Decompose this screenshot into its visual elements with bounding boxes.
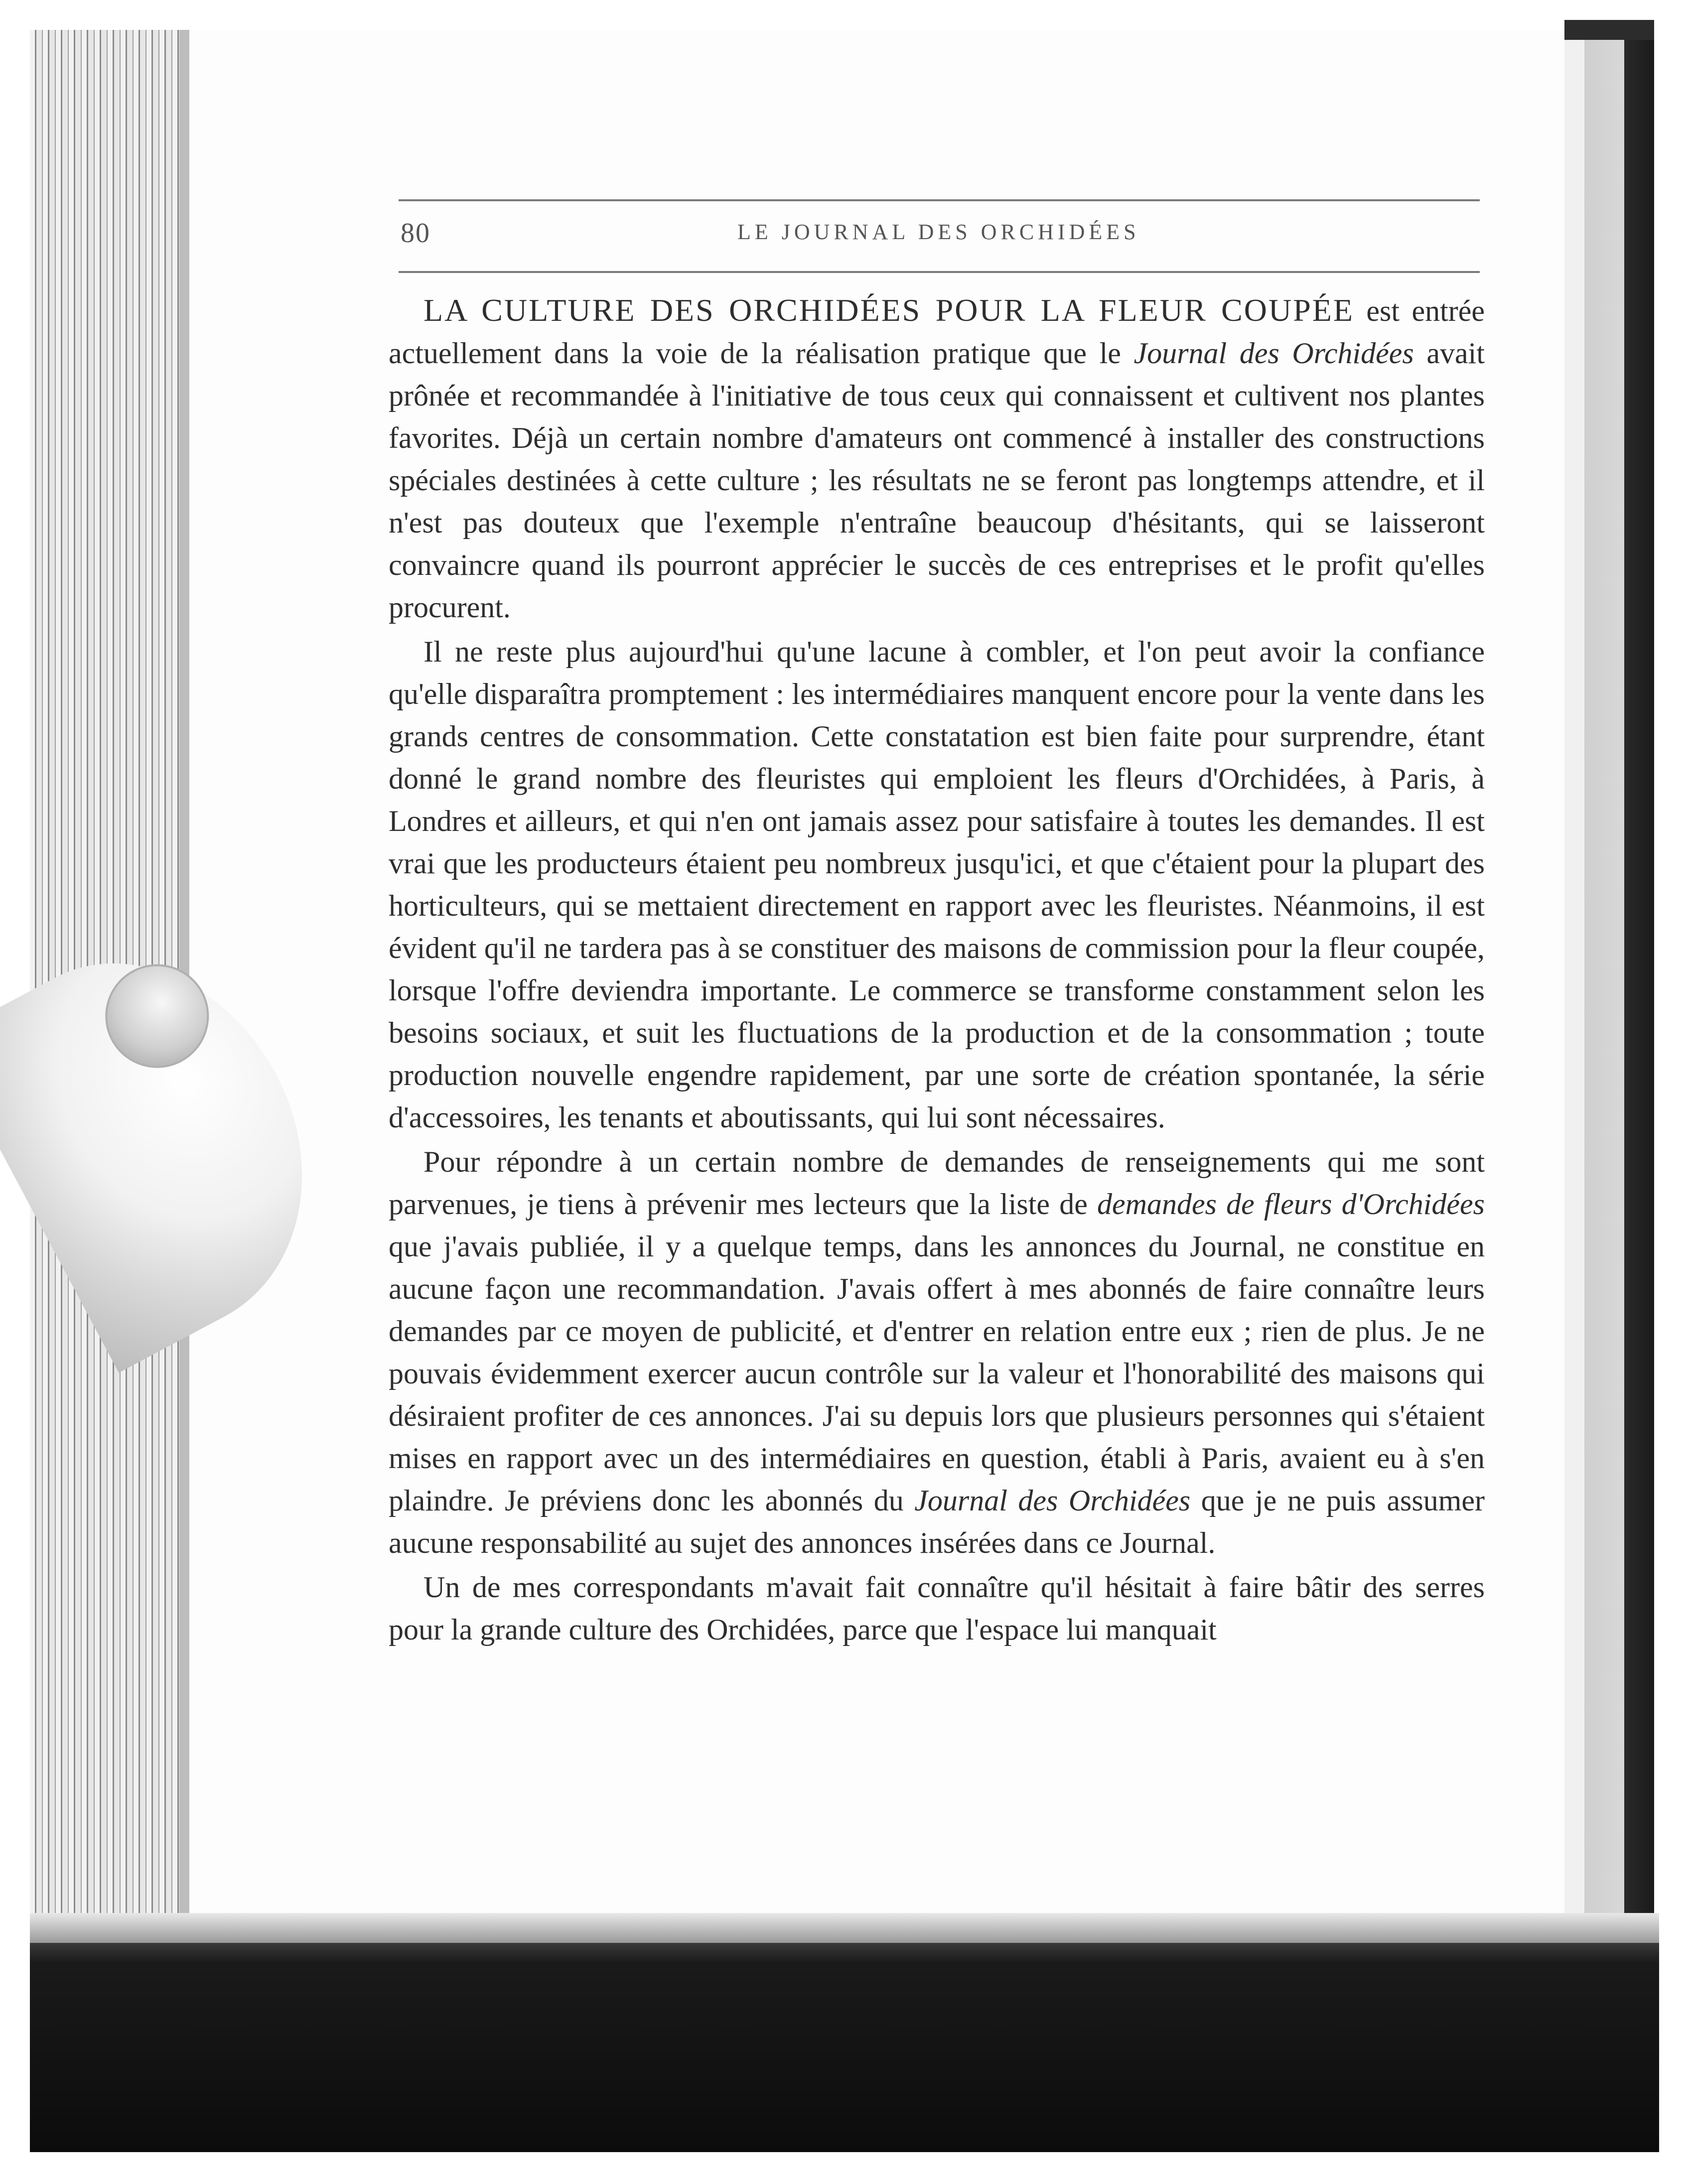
paragraph-text: Pour répondre à un certain nombre de demandes de renseignements qui me sont parvenues, je tiens à prévenir mes lecteurs que la liste de [389,1145,1485,1221]
book-right-edge [1564,30,1654,1943]
page-number: 80 [401,218,430,249]
journal-reference: Journal des Orchidées [1133,337,1414,370]
scan-bottom-border [30,1933,1659,2152]
article-body [389,289,1485,1651]
paragraph-2: Il ne reste plus aujourd'hui qu'une lacune à combler, et l'on peut avoir la confiance qu'elle disparaîtra promptement : les intermédiaires manquent encore pour la vente dans les grands centres de consommation. Cette constatation est bien faite pour surprendre, étant donné le grand nombre des fleuristes qui emploient les fleurs d'Orchidées, à Paris, à Londres et ailleurs, et qui n'en ont jamais assez pour satisfaire à toutes les demandes. Il est vrai que les producteurs étaient peu nombreux jusqu'ici, et que c'étaient pour la plupart des horticulteurs, qui se mettaient directement en rapport avec les fleuristes. Néanmoins, il est évident qu'il ne tardera pas à se constituer des maisons de commission pour la fleur coupée, lorsque l'offre deviendra importante. Le commerce se transforme constamment selon les besoins sociaux, et suit les fluctuations de la production et de la consommation ; toute production nouvelle engendre rapidement, par une sorte de création spontanée, la série d'accessoires, les tenants et aboutissants, qui lui sont nécessaires. [389,635,1485,1134]
paragraph-3 [389,1141,1485,1564]
paragraph-4: Un de mes correspondants m'avait fait connaître qu'il hésitait à faire bâtir des serres pour la grande culture des Orchidées, parce que l'espace lui manquait [389,1571,1485,1646]
paragraph-lead: LA CULTURE DES ORCHIDÉES POUR LA FLEUR COUPÉE [423,292,1354,328]
paragraph-text: est entrée actuellement dans la voie de la réalisation pratique que le [389,294,1485,370]
journal-title: LE JOURNAL DES ORCHIDÉES [737,220,1140,244]
paragraph-text: que je ne puis assumer aucune responsabilité au sujet des annonces insérées dans ce Journal. [389,1484,1485,1559]
paragraph-1 [389,289,1485,629]
paragraph-text: avait prônée et recommandée à l'initiative de tous ceux qui connaissent et cultivent nos plantes favorites. Déjà un certain nombre d'amateurs ont commencé à installer des constructions spéciales destinées à cette culture ; les résultats ne se feront pas longtemps attendre, et il n'est pas douteux que l'exemple n'entraîne beaucoup d'hésitants, qui se laisseront convaincre quand ils pourront apprécier le succès de ces entreprises et le profit qu'elles procurent. [389,337,1485,624]
paragraph-text: que j'avais publiée, il y a quelque temps, dans les annonces du Journal, ne constitue en aucune façon une recommandation. J'avais offert à mes abonnés de faire connaître leurs demandes par ce moyen de publicité, et d'entrer en relation entre eux ; rien de plus. Je ne pouvais évidemment exercer aucun contrôle sur la valeur et l'honorabilité des maisons qui désiraient profiter de ces annonces. J'ai su depuis lors que plusieurs personnes qui s'étaient mises en rapport avec un des intermédiaires en question, établi à Paris, avaient eu à s'en plaindre. Je préviens donc les abonnés du [389,1230,1485,1517]
running-head [399,199,1480,273]
journal-reference: Journal des Orchidées [914,1484,1191,1517]
italic-phrase: demandes de fleurs d'Orchidées [1097,1188,1485,1221]
